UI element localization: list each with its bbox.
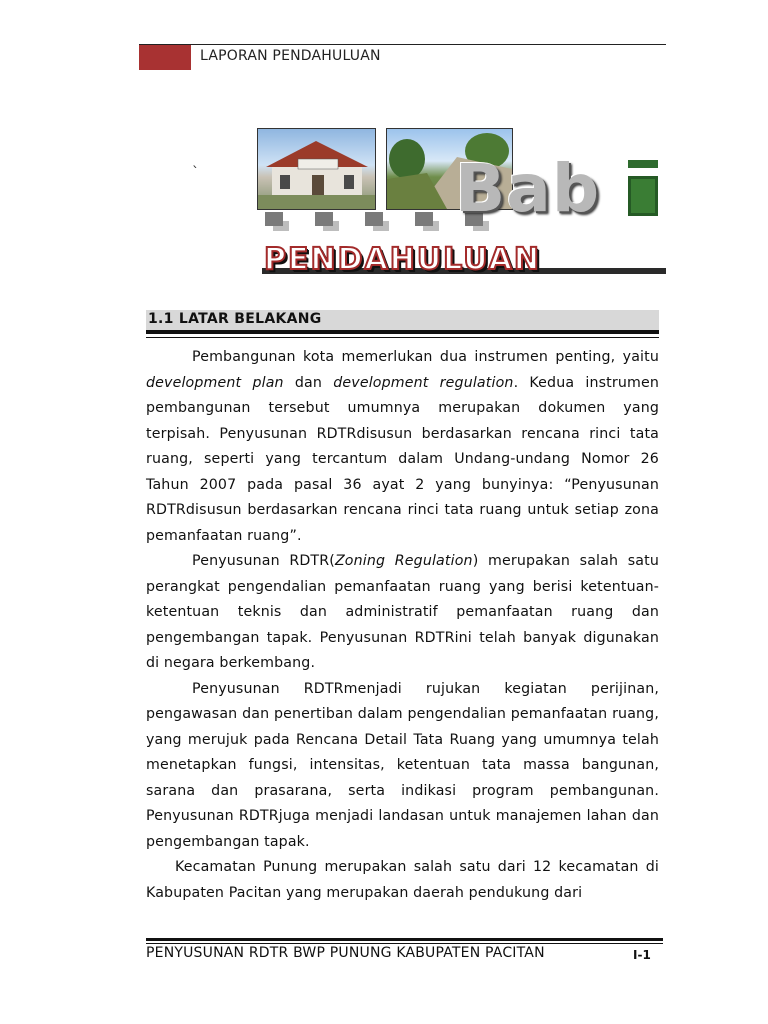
paragraph-1: Pembangunan kota memerlukan dua instrumen penting, yaitu development plan dan development regulation. Kedua instrumen pembangunan tersebut umumnya merupakan dokumen yang terpisah. Penyusunan RDTRdisusun berdasarkan rencana rinci tata ruang, seperti yang tercantum dalam Undang-undang Nomor 26 Tahun 2007 pada pasal 36 ayat 2 yang bunyinya: “Penyusunan RDTRdisusun berdasarkan rencana rinci tata ruang untuk setiap zona pemanfaatan ruang”. (146, 349, 659, 544)
stray-tick: ` (192, 165, 199, 181)
paragraph-2: Penyusunan RDTR(Zoning Regulation) merupakan salah satu perangkat pengendalian pemanfaatan ruang yang berisi ketentuan-ketentuan teknis dan administratif pemanfaatan ruang dan pengembangan tapak. Penyusunan RDTRini telah banyak digunakan di negara berkembang. (146, 553, 659, 671)
paragraph-4: Kecamatan Punung merupakan salah satu dari 12 kecamatan di Kabupaten Pacitan yang merupakan daerah pendukung dari (146, 859, 659, 901)
footer-rule-thick (146, 938, 663, 941)
chapter-title: PENDAHULUAN (264, 242, 541, 277)
section-heading: 1.1 LATAR BELAKANG (148, 311, 322, 327)
page-number: I-1 (633, 948, 651, 962)
building-photo (257, 128, 376, 210)
roman-numeral-body (628, 176, 658, 216)
section-rule-thin (146, 337, 659, 338)
roman-numeral-top (628, 160, 658, 168)
paragraph-3: Penyusunan RDTRmenjadi rujukan kegiatan perijinan, pengawasan dan penertiban dalam pengendalian pemanfaatan ruang, yang merujuk pada Rencana Detail Tata Ruang yang umumnya telah menetapkan fungsi, intensitas, ketentuan tata massa bangunan, sarana dan prasarana, serta indikasi program pembangunan. Penyusunan RDTRjuga menjadi landasan untuk manajemen lahan dan pengembangan tapak. (146, 680, 659, 850)
footer-title: PENYUSUNAN RDTR BWP PUNUNG KABUPATEN PACITAN (146, 945, 545, 961)
header-rule (139, 44, 666, 45)
chapter-label: Bab (455, 150, 601, 227)
header-title: LAPORAN PENDAHULUAN (200, 48, 381, 64)
footer-rule-thin (146, 943, 663, 944)
body-text (146, 345, 659, 906)
section-rule-thick (146, 330, 659, 334)
header-accent-block (139, 44, 191, 70)
